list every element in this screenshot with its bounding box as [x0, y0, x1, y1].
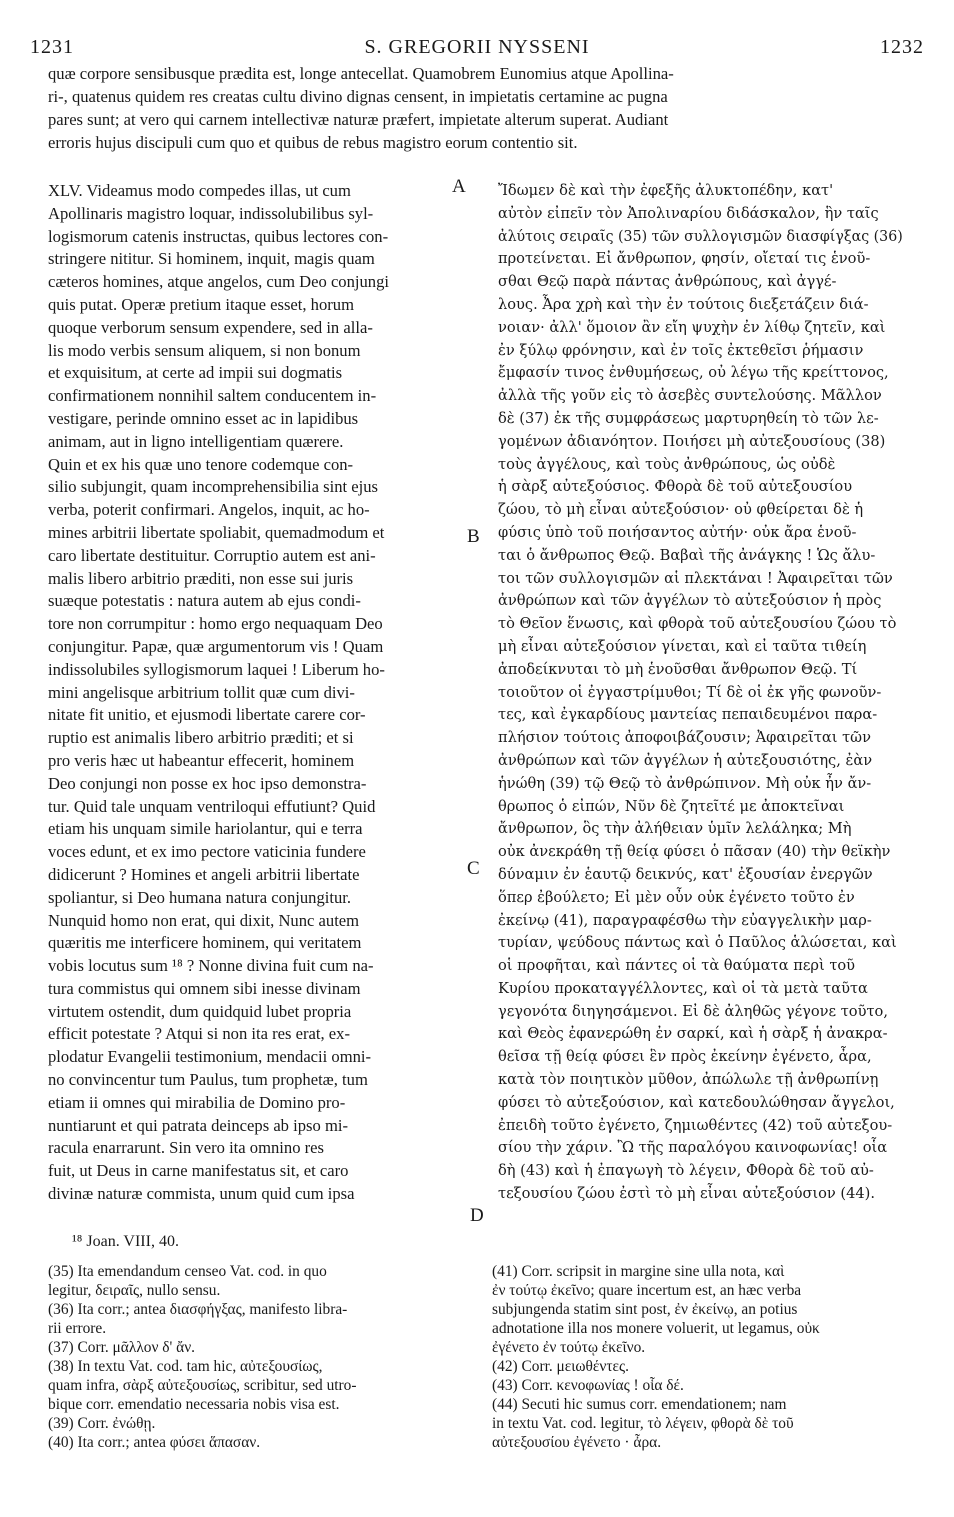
greek-line: καὶ Θεὸς ἐφανερώθη ἐν σαρκί, καὶ ἡ σὰρξ ἡ ἀνακρα-	[498, 1025, 888, 1043]
greek-line: θεῖσα τῇ θείᾳ φύσει ἓν πρὸς ἐκείνην ἐγένετο, ἆρα,	[498, 1048, 872, 1066]
latin-line: virtutem ostendit, dum quidquid lubet propria	[48, 1001, 352, 1021]
running-title: S. GREGORII NYSSENI	[364, 36, 590, 58]
latin-line: malis libero arbitrio præditi, non esse sui juris	[48, 568, 354, 588]
page-number-left: 1231	[30, 36, 74, 58]
latin-line: Quin et ex his quæ uno tenore codemque con-	[48, 454, 354, 474]
latin-line: animam, aut in ligno intelligentiam quærere.	[48, 431, 344, 451]
greek-line: ἡ σὰρξ αὐτεξούσιος. Φθορὰ δὲ τοῦ αὐτεξουσίου	[498, 478, 853, 496]
intro-paragraph	[48, 62, 908, 154]
footnote-line: in textu Vat. cod. legitur, τὸ λέγειν, φθορὰ δὲ τοῦ	[492, 1415, 794, 1432]
greek-line: θρωπος ὁ εἰπών, Νῦν δὲ ζητεῖτέ με ἀποκτεῖναι	[498, 797, 845, 815]
greek-line: νοιαν· ἀλλ' ὅμοιον ἂν εἴη ψυχὴν ἐν λίθῳ ζητεῖν, καὶ	[498, 318, 886, 336]
latin-line: quoque verborum sensum expendere, sed in alla-	[48, 317, 373, 337]
greek-line: τοι τῶν συλλογισμῶν αἱ πλεκτάναι ! Ἀφαιρεῖται τῶν	[498, 569, 893, 587]
footnotes-right	[492, 1262, 910, 1452]
latin-line: verba, poterit confirmari. Angelos, inquit, ac ho-	[48, 500, 370, 520]
bible-reference-note: ¹⁸ Joan. VIII, 40.	[72, 1233, 179, 1250]
intro-line: ri-, quatenus quidem res creatas cultu divino dignas censent, in impietatis certamine ac pugna	[48, 87, 668, 106]
latin-line: cæteros homines, atque angelos, cum Deo conjungi	[48, 272, 390, 292]
latin-line: mines arbitrii libertate spoliabit, quemadmodum et	[48, 522, 385, 542]
page-number-right: 1232	[880, 36, 924, 58]
intro-line: quæ corpore sensibusque prædita est, longe antecellat. Quamobrem Eunomius atque Apollina-	[48, 64, 674, 83]
greek-line: Ἴδωμεν δὲ καὶ τὴν ἐφεξῆς ἀλυκτοπέδην, κατ'	[498, 182, 834, 199]
margin-marker-c: C	[467, 858, 480, 879]
latin-line: efficit potestate ? Atqui si non ita res erat, ex-	[48, 1024, 350, 1044]
greek-line: σθαι Θεῷ παρὰ πάντας ἀνθρώπους, καὶ ἀγγέ-	[498, 273, 837, 291]
greek-line: ἐπειδὴ τοῦτο ἐγένετο, ζημιωθέντες (42) τοῦ αὐτεξου-	[498, 1116, 893, 1134]
greek-line: γομένων ἀδιανόητον. Ποιήσει μὴ αὐτεξουσίους (38)	[498, 432, 886, 450]
footnote-line: rii errore.	[48, 1320, 107, 1337]
footnote-line: (43) Corr. κενοφωνίας ! οἷα δέ.	[492, 1377, 684, 1394]
latin-line: spoliantur, si Deo humana natura conjungitur.	[48, 887, 352, 907]
latin-line: logismorum catenis instructas, quibus lectores con-	[48, 226, 389, 246]
greek-line: δύναμιν ἐν ἑαυτῷ δεικνύς, κατ' ἐξουσίαν ἐνεργῶν	[498, 865, 873, 883]
margin-marker-a: A	[452, 176, 466, 197]
footnote-line: ἐν τούτῳ ἐκεῖνο; quare incertum est, an hæc verba	[492, 1282, 802, 1299]
greek-line: ἡνώθη (39) τῷ Θεῷ τὸ ἀνθρώπινον. Μὴ οὐκ ἦν ἄν-	[498, 774, 872, 792]
greek-line: τοιοῦτον οἱ ἐγγαστρίμυθοι; Τί δὲ οἱ ἐκ γῆς φωνοῦν-	[498, 683, 882, 701]
latin-line: silio subjungit, quam incomprehensibilia sint ejus	[48, 477, 379, 497]
latin-line: mini angelisque arbitrium tollit quæ cum divi-	[48, 682, 355, 702]
latin-line: lis modo verbis sensum aliquem, si non bonum	[48, 340, 361, 360]
greek-line: δὴ (43) καὶ ἡ ἐπαγωγὴ τὸ λέγειν, Φθορὰ δὲ τοῦ αὐ-	[498, 1162, 874, 1180]
footnote-line: ἐγένετο ἐν τούτῳ ἐκεῖνο.	[492, 1339, 646, 1356]
greek-line: ἀνθρώπων καὶ τῶν ἀγγέλων ἡ αὐτεξουσιότης, ἐὰν	[498, 751, 873, 769]
margin-marker-d: D	[470, 1205, 484, 1226]
latin-line: Apollinaris magistro loquar, indissolubilibus syl-	[48, 203, 374, 223]
latin-line: etiam his unquam simile hariolantur, qui e terra	[48, 819, 363, 839]
greek-line: πλήσιον τούτοις ἀποφοιβάζουσιν; Ἀφαιρεῖται τῶν	[498, 729, 871, 747]
greek-line: ἀποδείκνυται τὸ μὴ ἑνοῦσθαι ἄνθρωπον Θεῷ. Τί	[498, 660, 858, 678]
footnote-line: (41) Corr. scripsit in margine sine ulla nota, καὶ	[492, 1263, 785, 1280]
greek-line: φύσις ὑπὸ τοῦ ποιήσαντος αὐτήν· οὐκ ἄρα ἑνοῦ-	[498, 523, 857, 541]
footnote-line: (44) Secuti hic sumus corr. emendationem; nam	[492, 1396, 787, 1413]
latin-line: no convincentur tum Paulus, tum prophetæ, tum	[48, 1070, 368, 1090]
footnote-line: (38) In textu Vat. cod. tam hic, αὐτεξουσίως,	[48, 1358, 323, 1375]
greek-line: προτείνεται. Εἰ ἄνθρωπον, φησίν, οἴεταί τις ἑνοῦ-	[498, 250, 871, 268]
greek-line: ὅπερ ἐβούλετο; Εἰ μὲν οὖν οὐκ ἐγένετο τοῦτο ἐν	[498, 888, 855, 906]
latin-line: et exquisitum, at certe ad impii sui dogmatis	[48, 363, 343, 383]
latin-line: vestigare, perinde omnino esset ac in lapidibus	[48, 408, 359, 428]
greek-line: οὐκ ἀνεκράθη τῇ θείᾳ φύσει ὁ πᾶσαν (40) τὴν θεϊκὴν	[498, 843, 891, 861]
latin-line: ruptio est animalis libero arbitrio præditi; et si	[48, 728, 354, 748]
latin-line: caro libertate destituitur. Corruptio autem est ani-	[48, 545, 376, 565]
greek-line: τὸ Θεῖον ἕνωσις, καὶ φθορὰ τοῦ αὐτεξουσίου ζώου τὸ	[498, 615, 897, 633]
greek-line: γεγονότα διηγησάμενοι. Εἰ δὲ ἀληθῶς γέγονε τοῦτο,	[498, 1002, 888, 1020]
footnote-line: bique corr. emendatio necessaria nobis visa est.	[48, 1396, 340, 1413]
latin-line: plodatur Evangelii testimonium, mendacii omni-	[48, 1047, 372, 1067]
latin-line: confirmationem nonnihil saltem conducentem in-	[48, 386, 377, 406]
greek-line: ἐκείνῳ (41), παραγραφέσθω τὴν εὐαγγελικὴν μαρ-	[498, 911, 872, 929]
intro-line: pares sunt; at vero qui carnem intellectivæ naturæ præfert, impietate alterum superat. Audiant	[48, 110, 669, 129]
latin-line: pro veris hæc ut habeantur effecerit, hominem	[48, 750, 355, 770]
greek-line: κατὰ τὸν ποιητικὸν μῦθον, ἀπώλωλε τῇ ἀνθρωπίνῃ	[498, 1071, 879, 1089]
latin-line: racula enarrarunt. Sin vero ita omnino res	[48, 1138, 325, 1158]
greek-line: αὐτὸν εἰπεῖν τὸν Ἀπολιναρίου διδάσκαλον, ἣν ταῖς	[498, 204, 879, 222]
latin-line: voces edunt, et ex imo pectore vaticinia fundere	[48, 842, 366, 862]
latin-column	[48, 180, 468, 1206]
latin-line: fuit, ut Deus in carne manifestatus sit, et caro	[48, 1161, 349, 1181]
latin-line: suæque potestatis : natura autem ab ejus condi-	[48, 591, 361, 611]
latin-line: XLV. Videamus modo compedes illas, ut cum	[48, 181, 351, 200]
latin-line: nuntiarunt et qui patrata deinceps ab ipso mi-	[48, 1115, 348, 1135]
greek-line: τυρίαν, ψεύδους πάντως καὶ ὁ Παῦλος ἁλώσεται, καὶ	[498, 934, 897, 952]
latin-line: quis putat. Operæ pretium itaque esset, horum	[48, 294, 355, 314]
running-header	[30, 36, 924, 62]
greek-line: ἔμφασίν τινος ἐνθυμήσεως, οὐ λέγω τῆς κρείττονος,	[498, 364, 889, 382]
greek-line: οἱ προφῆται, καὶ πάντες οἱ τὰ θαύματα περὶ τοῦ	[498, 957, 856, 975]
latin-line: tur. Quid tale unquam ventriloqui effutiunt? Quid	[48, 796, 376, 816]
greek-line: λους. Ἆρα χρὴ καὶ τὴν ἐν τούτοις διεξετάζειν διά-	[498, 295, 869, 313]
latin-line: nitate fit unitio, et ejusmodi libertate carere cor-	[48, 705, 366, 725]
latin-line: Nunquid homo non erat, qui dixit, Nunc autem	[48, 910, 360, 930]
footnote-line: quam infra, σὰρξ αὐτεξουσίως, scribitur, sed utro-	[48, 1377, 357, 1394]
footnote-line: legitur, δειραῖς, nullo sensu.	[48, 1282, 221, 1299]
greek-line: σίου τὴν χάριν. Ὢ τῆς παραλόγου καινοφωνίας! οἷα	[498, 1139, 888, 1157]
intro-line: erroris hujus discipuli cum quo et quibus de rebus magistro eorum contentio sit.	[48, 133, 578, 152]
greek-line: Κυρίου προκαταγγέλλοντες, καὶ οἱ τὰ μετὰ ταῦτα	[498, 979, 868, 997]
greek-line: τες, καὶ ἐγκαρδίους μαντείας πεπαιδευμένοι παρα-	[498, 706, 878, 724]
greek-line: ἀλύτοις σειραῖς (35) τῶν συλλογισμῶν διασφίγξας (36)	[498, 227, 903, 245]
footnote-line: αὐτεξουσίου ἐγένετο · ἆρα.	[492, 1434, 662, 1451]
footnote-line: adnotatione illa nos monere voluerit, ut legamus, οὐκ	[492, 1320, 820, 1337]
latin-line: stringere nititur. Si hominem, inquit, magis quam	[48, 249, 375, 269]
footnote-line: (35) Ita emendandum censeo Vat. cod. in quo	[48, 1263, 327, 1280]
greek-line: ἄνθρωπον, ὃς τὴν ἀλήθειαν ὑμῖν λελάληκα; Μὴ	[498, 820, 852, 838]
latin-line: quæritis me interficere hominem, qui veritatem	[48, 933, 362, 953]
footnote-line: subjungenda statim sint post, ἐν ἐκείνῳ, an potius	[492, 1301, 798, 1318]
latin-line: divinæ naturæ commista, unum quid cum ipsa	[48, 1184, 355, 1204]
latin-line: tura commistus qui omnem sibi inesse divinam	[48, 978, 361, 998]
footnote-line: (37) Corr. μᾶλλον δ' ἄν.	[48, 1339, 196, 1356]
greek-line: ἀλλὰ τῆς γοῦν εἰς τὸ ἀσεβὲς συντελούσης. Μᾶλλον	[498, 387, 882, 405]
greek-line: ζώου, τὸ μὴ εἶναι αὐτεξούσιον· οὐ φθείρεται δὲ ἡ	[498, 501, 864, 519]
greek-line: δὲ (37) ἐκ τῆς συμφράσεως μαρτυρηθείη τὸ τῶν λε-	[498, 409, 879, 427]
latin-line: conjungitur. Papæ, quæ argumentorum vis ! Quam	[48, 636, 384, 656]
footnote-line: (36) Ita corr.; antea διασφήγξας, manifesto libra-	[48, 1301, 348, 1318]
footnote-line: (39) Corr. ἐνώθῃ.	[48, 1415, 156, 1432]
greek-line: φύσει τὸ αὐτεξούσιον, καὶ κατεδουλώθησαν ἄγγελοι,	[498, 1093, 895, 1111]
greek-line: ἐν ξύλῳ φρόνησιν, καὶ ἐν τοῖς ἐκτεθεῖσι ῥήμασιν	[498, 341, 864, 359]
latin-line: vobis locutus sum ¹⁸ ? Nonne divina fuit cum na-	[48, 956, 374, 976]
latin-line: indissolubiles syllogismorum laquei ! Liberum ho-	[48, 659, 385, 679]
footnotes-left	[48, 1262, 468, 1452]
latin-line: etiam ii omnes qui mirabilia de Domino pro-	[48, 1092, 346, 1112]
footnote-line: (40) Ita corr.; antea φύσει ἅπασαν.	[48, 1434, 261, 1451]
greek-column	[498, 180, 908, 1206]
latin-line: tore non corrumpitur : homo ergo nequaquam Deo	[48, 614, 383, 634]
greek-line: μὴ εἶναι αὐτεξούσιον γίνεται, καὶ εἰ ταῦτα τιθείη	[498, 637, 867, 655]
latin-line: Deo conjungi non posse ex hoc ipso demonstra-	[48, 773, 367, 793]
greek-line: τοὺς ἀγγέλους, καὶ τοὺς ἀνθρώπους, ὡς οὐδὲ	[498, 455, 836, 473]
greek-line: τεξουσίου ζώου ἐστὶ τὸ μὴ εἶναι αὐτεξούσιον (44).	[498, 1185, 876, 1203]
latin-line: didicerunt ? Homines et angeli arbitrii libertate	[48, 864, 360, 884]
greek-line: ται ὁ ἄνθρωπος Θεῷ. Βαβαὶ τῆς ἀνάγκης ! Ὡς ἄλυ-	[498, 546, 876, 564]
margin-marker-b: B	[467, 526, 480, 547]
greek-line: ἀνθρώπων καὶ τῶν ἀγγέλων τὸ αὐτεξούσιον ἡ πρὸς	[498, 592, 882, 610]
footnote-line: (42) Corr. μειωθέντες.	[492, 1358, 629, 1375]
